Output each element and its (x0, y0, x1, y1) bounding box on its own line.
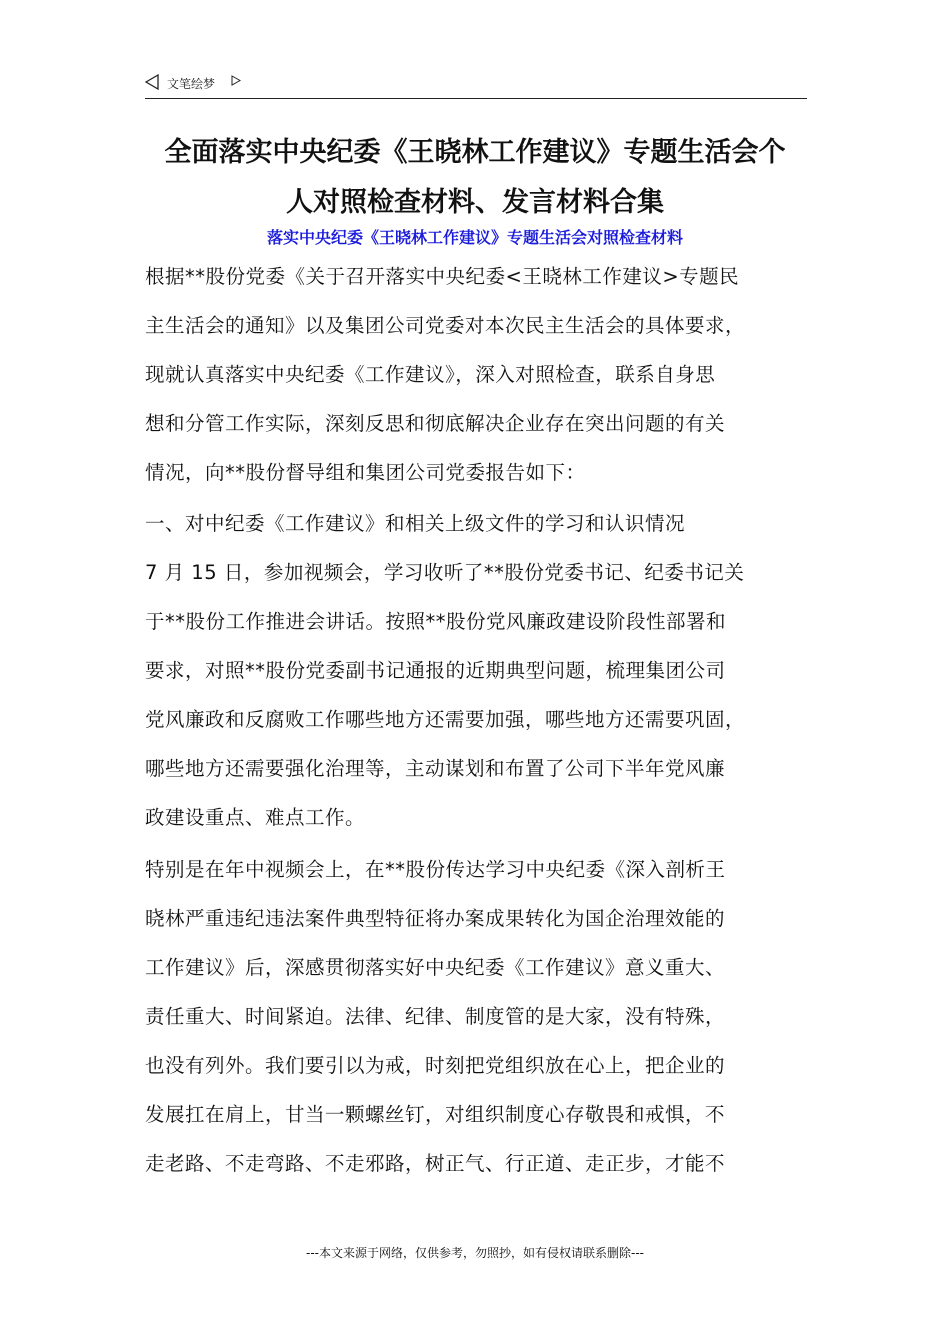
page-footer-disclaimer: ---本文来源于网络，仅供参考，勿照抄，如有侵权请联系删除--- (306, 1246, 644, 1260)
body-line: 主生活会的通知》以及集团公司党委对本次民主生活会的具体要求， (145, 314, 746, 337)
body-line: 要求，对照**股份党委副书记通报的近期典型问题，梳理集团公司 (145, 659, 726, 682)
page-header (145, 72, 807, 99)
body-line: 想和分管工作实际，深刻反思和彻底解决企业存在突出问题的有关 (145, 412, 726, 435)
body-line: 政建设重点、难点工作。 (145, 806, 366, 829)
document-title-line-1: 全面落实中央纪委《王晓林工作建议》专题生活会个 (164, 137, 786, 168)
body-line: 晓林严重违纪违法案件典型特征将办案成果转化为国企治理效能的 (145, 907, 726, 930)
body-line: 7 月 15 日，参加视频会，学习收听了**股份党委书记、纪委书记关 (145, 561, 745, 584)
triangle-left-icon (145, 74, 159, 90)
body-line: 特别是在年中视频会上，在**股份传达学习中央纪委《深入剖析王 (145, 858, 726, 881)
section-subtitle: 落实中央纪委《王晓林工作建议》专题生活会对照检查材料 (266, 228, 683, 247)
body-line: 现就认真落实中央纪委《工作建议》，深入对照检查，联系自身思 (145, 363, 716, 386)
body-line: 责任重大、时间紧迫。法律、纪律、制度管的是大家，没有特殊， (145, 1005, 726, 1028)
body-line: 发展扛在肩上，甘当一颗螺丝钉，对组织制度心存敬畏和戒惧，不 (145, 1103, 726, 1126)
body-line: 哪些地方还需要强化治理等，主动谋划和布置了公司下半年党风廉 (145, 757, 726, 780)
body-line: 根据**股份党委《关于召开落实中央纪委<王晓林工作建议>专题民 (145, 265, 740, 288)
section-heading: 一、对中纪委《工作建议》和相关上级文件的学习和认识情况 (145, 512, 686, 535)
body-line: 党风廉政和反腐败工作哪些地方还需要加强，哪些地方还需要巩固， (145, 708, 746, 731)
body-line: 工作建议》后，深感贯彻落实好中央纪委《工作建议》意义重大、 (145, 956, 726, 979)
document-title-line-2: 人对照检查材料、发言材料合集 (286, 187, 664, 218)
body-line: 于**股份工作推进会讲话。按照**股份党风廉政建设阶段性部署和 (145, 610, 727, 633)
body-line: 情况，向**股份督导组和集团公司党委报告如下： (145, 461, 586, 484)
body-line: 走老路、不走弯路、不走邪路，树正气、行正道、走正步，才能不 (145, 1152, 726, 1175)
header-brand: 文笔绘梦 (167, 77, 216, 91)
body-line: 也没有列外。我们要引以为戒，时刻把党组织放在心上，把企业的 (145, 1054, 726, 1077)
triangle-right-icon (231, 75, 241, 86)
